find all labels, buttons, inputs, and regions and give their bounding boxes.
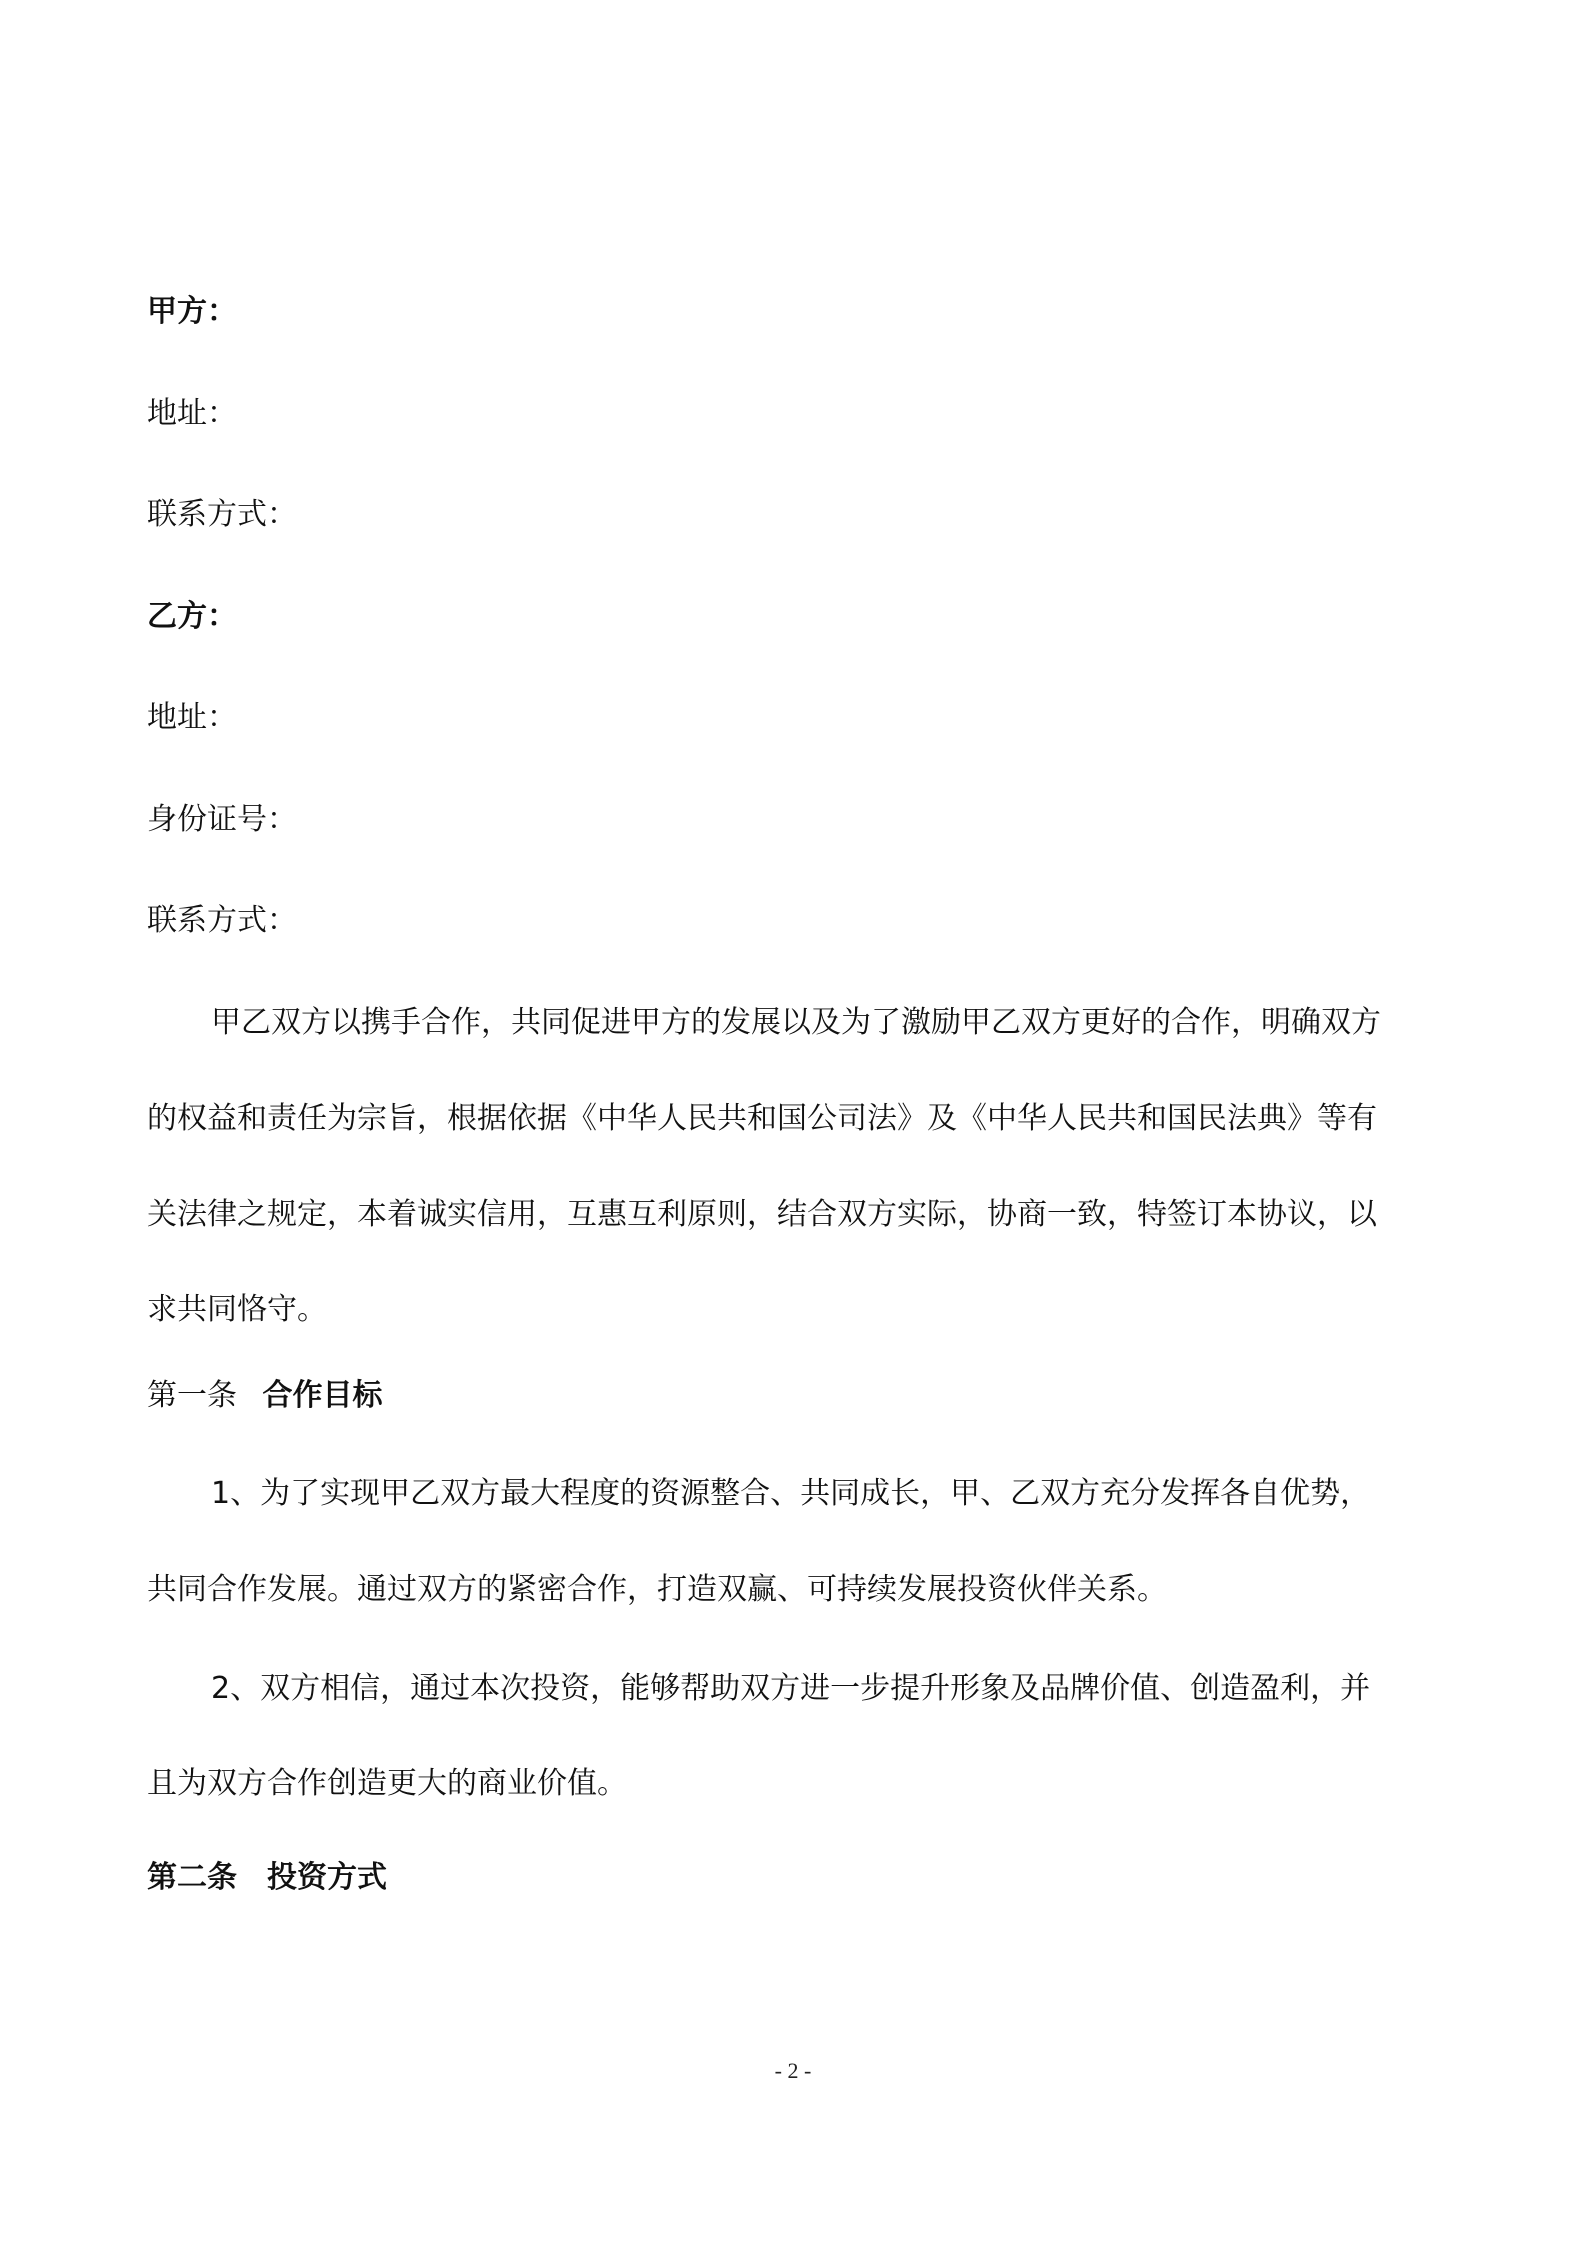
preamble-line: 的权益和责任为宗旨，根据依据《中华人民共和国公司法》及《中华人民共和国民法典》等有 [147, 1101, 1377, 1136]
clause-line: 2、双方相信，通过本次投资，能够帮助双方进一步提升形象及品牌价值、创造盈利，并 [211, 1671, 1371, 1706]
party-b-label: 乙方： [147, 599, 237, 634]
party-a-label: 甲方： [147, 294, 237, 329]
article-1-number: 第一条 [147, 1378, 237, 1413]
clause-line: 共同合作发展。通过双方的紧密合作，打造双赢、可持续发展投资伙伴关系。 [147, 1572, 1167, 1607]
page-number: - 2 - [774, 2058, 812, 2083]
party-b-id-label: 身份证号： [147, 802, 297, 837]
preamble-line: 甲乙双方以携手合作，共同促进甲方的发展以及为了激励甲乙双方更好的合作，明确双方 [211, 1005, 1381, 1040]
article-1-title: 合作目标 [262, 1378, 383, 1413]
party-b-address-label: 地址： [147, 700, 237, 735]
preamble-line: 关法律之规定，本着诚实信用，互惠互利原则，结合双方实际，协商一致，特签订本协议，以 [147, 1197, 1377, 1232]
party-b-contact-label: 联系方式： [147, 903, 297, 938]
article-1-heading [147, 1376, 383, 1416]
party-a-address-label: 地址： [147, 396, 237, 431]
preamble-line: 求共同恪守。 [147, 1292, 327, 1327]
party-a-contact-label: 联系方式： [147, 497, 297, 532]
article-2-heading: 第二条 投资方式 [147, 1860, 387, 1895]
clause-line: 且为双方合作创造更大的商业价值。 [147, 1766, 627, 1801]
clause-line: 1、为了实现甲乙双方最大程度的资源整合、共同成长，甲、乙双方充分发挥各自优势， [211, 1476, 1371, 1511]
